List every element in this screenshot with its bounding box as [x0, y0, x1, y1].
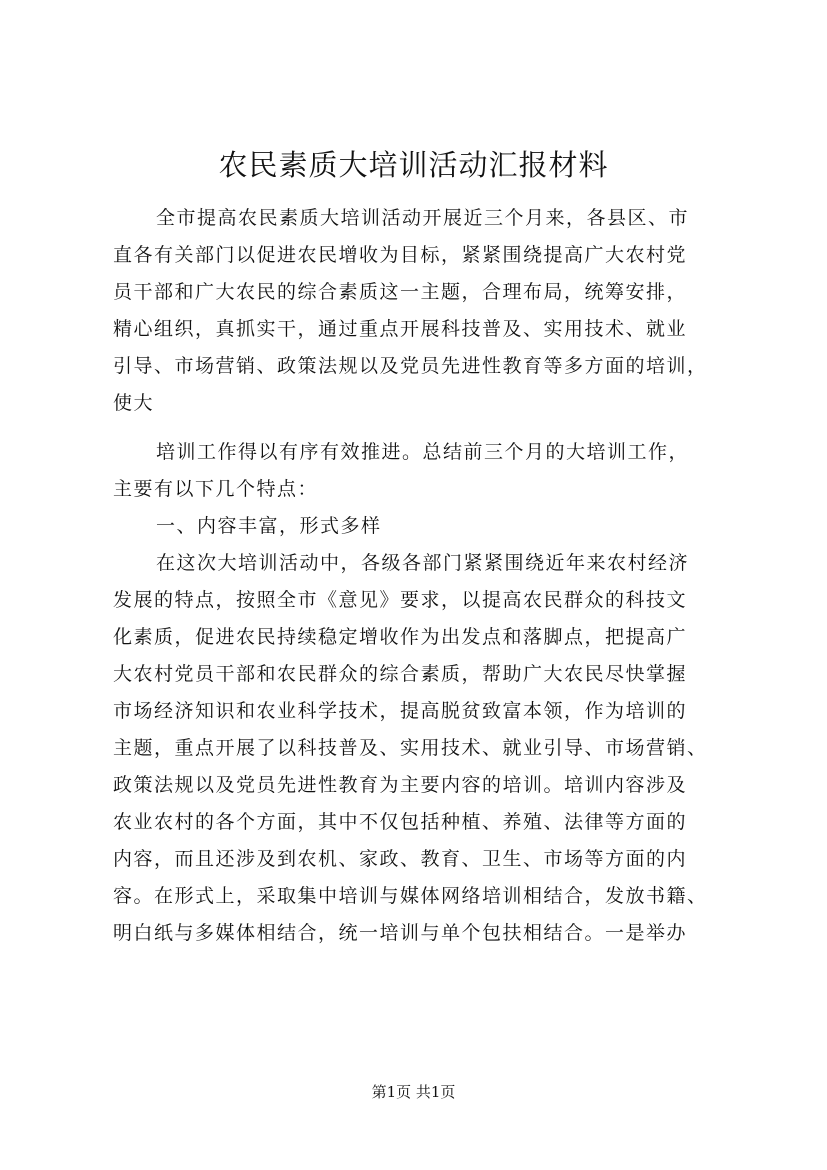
body-line: 全市提高农民素质大培训活动开展近三个月来，各县区、市 [156, 207, 690, 229]
body-line: 引导、市场营销、政策法规以及党员先进性教育等多方面的培训， [113, 355, 708, 377]
body-line: 使大 [113, 392, 155, 414]
body-line: 政策法规以及党员先进性教育为主要内容的培训。培训内容涉及 [113, 774, 688, 796]
document-body [113, 200, 723, 952]
body-line: 主要有以下几个特点： [113, 478, 319, 500]
body-line: 大农村党员干部和农民群众的综合素质，帮助广大农民尽快掌握 [113, 663, 688, 685]
body-line: 直各有关部门以促进农民增收为目标，紧紧围绕提高广大农村党 [113, 244, 688, 266]
body-line: 主题，重点开展了以科技普及、实用技术、就业引导、市场营销、 [113, 737, 708, 759]
body-line: 内容，而且还涉及到农机、家政、教育、卫生、市场等方面的内 [113, 848, 688, 870]
body-line: 农业农村的各个方面，其中不仅包括种植、养殖、法律等方面的 [113, 811, 688, 833]
body-line: 容。在形式上，采取集中培训与媒体网络培训相结合，发放书籍、 [113, 885, 708, 907]
body-line: 明白纸与多媒体相结合，统一培训与单个包扶相结合。一是举办 [113, 922, 688, 944]
body-line: 培训工作得以有序有效推进。总结前三个月的大培训工作， [156, 441, 690, 463]
paragraph-gap [113, 422, 723, 434]
body-line: 市场经济知识和农业科学技术，提高脱贫致富本领，作为培训的 [113, 700, 688, 722]
page-footer: 第1页 共1页 [371, 1083, 456, 1101]
body-line: 化素质，促进农民持续稳定增收作为出发点和落脚点，把提高广 [113, 626, 688, 648]
document-title: 农民素质大培训活动汇报材料 [218, 148, 609, 182]
body-line: 员干部和广大农民的综合素质这一主题，合理布局，统筹安排， [113, 281, 688, 303]
section-heading: 一、内容丰富，形式多样 [156, 515, 382, 537]
body-line: 在这次大培训活动中，各级各部门紧紧围绕近年来农村经济 [156, 552, 690, 574]
body-line: 精心组织，真抓实干，通过重点开展科技普及、实用技术、就业 [113, 318, 688, 340]
body-line: 发展的特点，按照全市《意见》要求，以提高农民群众的科技文 [113, 589, 688, 611]
